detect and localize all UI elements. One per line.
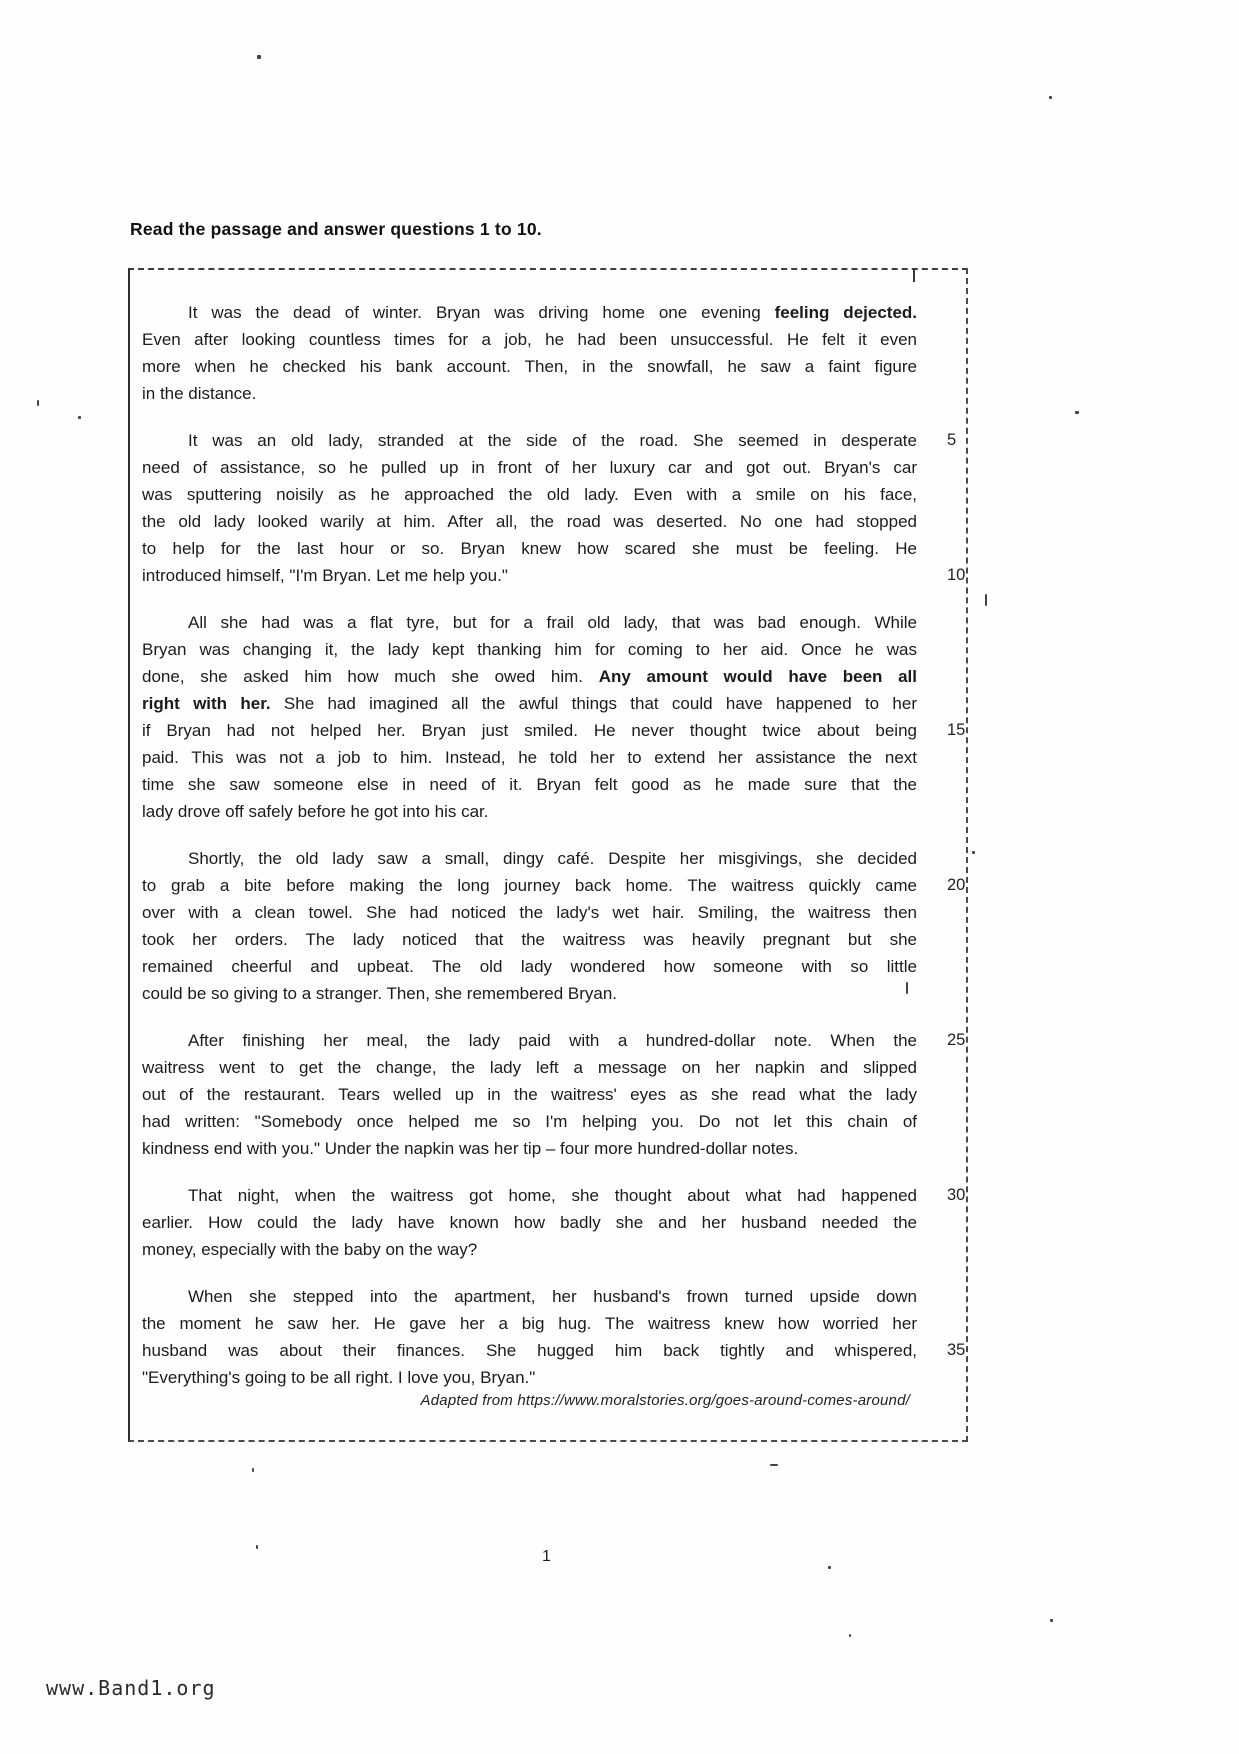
passage-paragraph bbox=[142, 1027, 917, 1162]
passage-line: if Bryan had not helped her. Bryan just smiled. He never thought twice about being bbox=[142, 721, 917, 740]
passage-line: more when he checked his bank account. Then, in the snowfall, he saw a faint figure bbox=[142, 357, 917, 376]
watermark-url: www.Band1.org bbox=[46, 1676, 216, 1700]
passage-line: to grab a bite before making the long journey back home. The waitress quickly came bbox=[142, 876, 917, 895]
line-number: 10 bbox=[947, 566, 966, 584]
line-number: 20 bbox=[947, 876, 966, 894]
passage-line: the old lady looked warily at him. After all, the road was deserted. No one had stopped bbox=[142, 512, 917, 531]
scan-speck bbox=[849, 1634, 851, 1637]
scan-speck bbox=[252, 1468, 254, 1472]
passage-line: It was an old lady, stranded at the side of the road. She seemed in desperate bbox=[188, 431, 917, 450]
passage-line: It was the dead of winter. Bryan was driving home one evening feeling dejected. bbox=[188, 303, 918, 322]
passage-line: husband was about their finances. She hugged him back tightly and whispered, bbox=[142, 1341, 917, 1360]
passage-paragraph bbox=[142, 609, 917, 825]
passage-line: in the distance. bbox=[142, 384, 257, 403]
scan-speck bbox=[1075, 411, 1079, 414]
passage-line: to help for the last hour or so. Bryan knew how scared she must be feeling. He bbox=[142, 539, 917, 558]
passage-paragraph bbox=[142, 427, 917, 589]
passage-instruction: Read the passage and answer questions 1 to 10. bbox=[130, 219, 542, 239]
passage-line: When she stepped into the apartment, her husband's frown turned upside down bbox=[188, 1287, 917, 1306]
passage-line: remained cheerful and upbeat. The old lady wondered how someone with so little bbox=[142, 957, 917, 976]
line-number: 30 bbox=[947, 1186, 966, 1204]
passage-line: That night, when the waitress got home, she thought about what had happened bbox=[188, 1186, 917, 1205]
line-number: 15 bbox=[947, 721, 966, 739]
scan-speck bbox=[1049, 96, 1052, 99]
passage-line: paid. This was not a job to him. Instead, he told her to extend her assistance the next bbox=[142, 748, 917, 767]
passage-line: All she had was a flat tyre, but for a frail old lady, that was bad enough. While bbox=[188, 613, 917, 632]
passage-line: had written: "Somebody once helped me so I'm helping you. Do not let this chain of bbox=[142, 1112, 917, 1131]
scan-speck bbox=[78, 416, 81, 419]
passage-line: waitress went to get the change, the lady left a message on her napkin and slipped bbox=[142, 1058, 917, 1077]
scan-speck bbox=[37, 400, 39, 406]
passage-line: need of assistance, so he pulled up in front of her luxury car and got out. Bryan's car bbox=[142, 458, 917, 477]
line-number: 25 bbox=[947, 1031, 966, 1049]
passage-line: "Everything's going to be all right. I love you, Bryan." bbox=[142, 1368, 536, 1387]
scan-speck bbox=[906, 982, 908, 994]
passage-line: over with a clean towel. She had noticed the lady's wet hair. Smiling, the waitress then bbox=[142, 903, 917, 922]
passage-line: was sputtering noisily as he approached the old lady. Even with a smile on his face, bbox=[142, 485, 917, 504]
line-number: 35 bbox=[947, 1341, 966, 1359]
passage-line: After finishing her meal, the lady paid with a hundred-dollar note. When the bbox=[188, 1031, 917, 1050]
passage-line: the moment he saw her. He gave her a big hug. The waitress knew how worried her bbox=[142, 1314, 917, 1333]
line-number: 5 bbox=[947, 431, 957, 449]
passage-paragraph bbox=[142, 845, 917, 1007]
passage-paragraph bbox=[142, 1182, 917, 1263]
passage-line: kindness end with you." Under the napkin was her tip – four more hundred-dollar notes. bbox=[142, 1139, 799, 1158]
passage-paragraph bbox=[142, 1283, 917, 1391]
passage-line: done, she asked him how much she owed him. Any amount would have been all bbox=[142, 667, 917, 686]
scan-speck bbox=[770, 1464, 778, 1466]
scan-speck bbox=[828, 1566, 831, 1569]
passage-line: earlier. How could the lady have known how badly she and her husband needed the bbox=[142, 1213, 917, 1232]
scan-speck bbox=[985, 594, 987, 606]
passage-box bbox=[128, 268, 968, 1442]
scan-speck bbox=[972, 851, 975, 854]
passage-line: took her orders. The lady noticed that the waitress was heavily pregnant but she bbox=[142, 930, 917, 949]
passage-line: Even after looking countless times for a job, he had been unsuccessful. He felt it even bbox=[142, 330, 917, 349]
passage-line: out of the restaurant. Tears welled up in the waitress' eyes as she read what the lady bbox=[142, 1085, 917, 1104]
scan-speck bbox=[1050, 1619, 1053, 1622]
scan-speck bbox=[257, 55, 261, 59]
passage-line: Bryan was changing it, the lady kept thanking him for coming to her aid. Once he was bbox=[142, 640, 917, 659]
page-number: 1 bbox=[542, 1548, 551, 1565]
passage-line: Shortly, the old lady saw a small, dingy café. Despite her misgivings, she decided bbox=[188, 849, 917, 868]
passage-line: could be so giving to a stranger. Then, she remembered Bryan. bbox=[142, 984, 618, 1003]
scan-speck bbox=[256, 1545, 258, 1549]
passage-line: time she saw someone else in need of it. Bryan felt good as he made sure that the bbox=[142, 775, 917, 794]
passage-line: right with her. She had imagined all the awful things that could have happened to her bbox=[142, 694, 918, 713]
passage-paragraph bbox=[142, 299, 917, 407]
passage-line: money, especially with the baby on the way? bbox=[142, 1240, 478, 1259]
passage-paragraphs bbox=[142, 299, 966, 1391]
passage-line: lady drove off safely before he got into his car. bbox=[142, 802, 489, 821]
passage-text bbox=[142, 299, 966, 1391]
source-citation: Adapted from https://www.moralstories.org/goes-around-comes-around/ bbox=[420, 1392, 910, 1409]
scan-border-tick bbox=[913, 268, 915, 282]
passage-line: introduced himself, "I'm Bryan. Let me help you." bbox=[142, 566, 508, 585]
